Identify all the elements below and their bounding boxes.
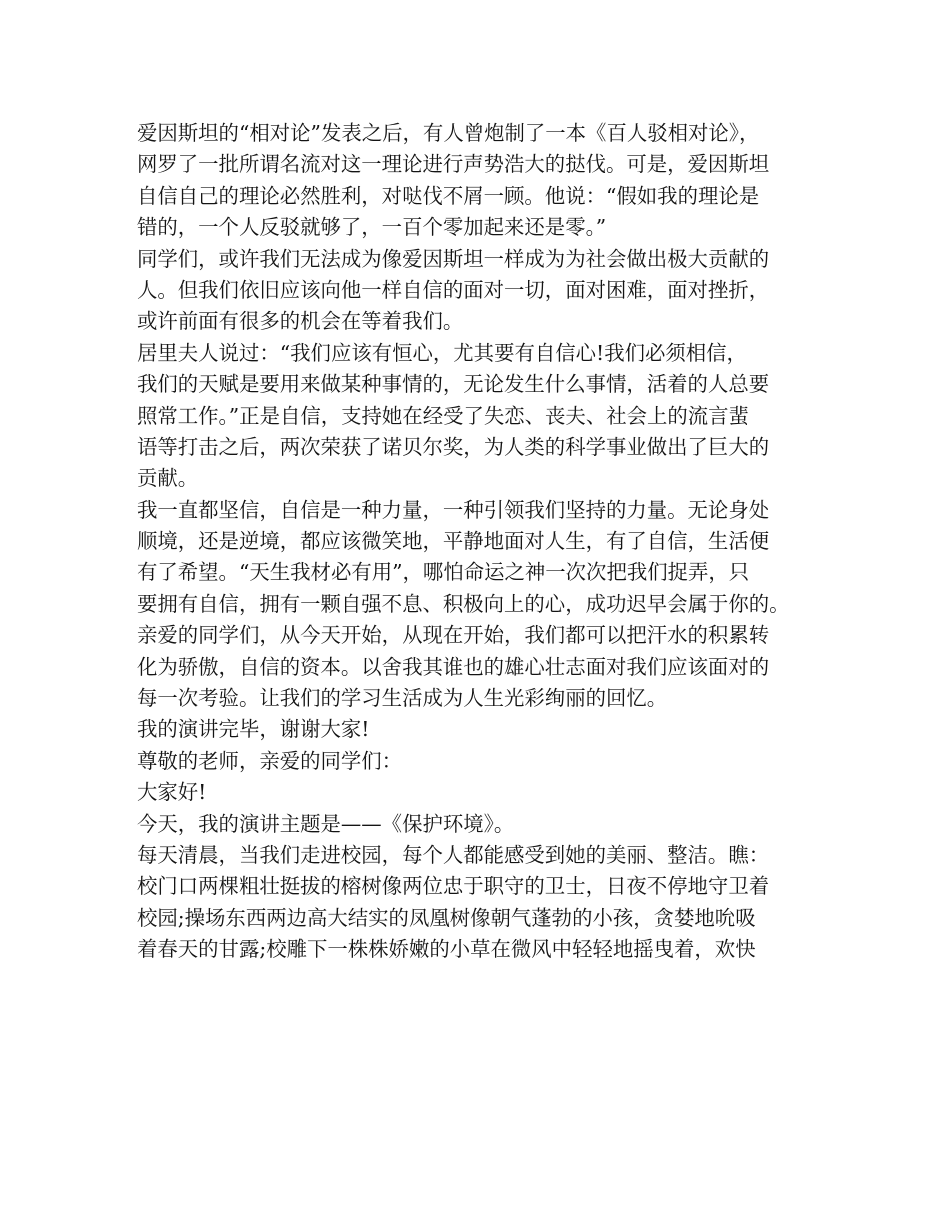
text-line: 语等打击之后，两次荣获了诺贝尔奖，为人类的科学事业做出了巨大的 [137,434,770,459]
text-line: 化为骄傲，自信的资本。以舍我其谁也的雄心壮志面对我们应该面对的 [137,654,770,679]
text-line: 每一次考验。让我们的学习生活成为人生光彩绚丽的回忆。 [137,686,668,711]
text-line: 我们的天赋是要用来做某种事情的，无论发生什么事情，活着的人总要 [137,372,770,397]
text-line: 爱因斯坦的“相对论”发表之后，有人曾炮制了一本《百人驳相对论》， [137,121,760,145]
text-line: 自信自己的理论必然胜利，对哒伐不屑一顾。他说：“假如我的理论是 [137,183,760,208]
text-line: 大家好! [137,780,207,805]
text-line: 人。但我们依旧应该向他一样自信的面对一切，面对困难，面对挫折， [137,277,770,302]
text-line: 照常工作。”正是自信，支持她在经受了失恋、丧夫、社会上的流言蜚 [137,403,749,428]
text-line: 贡献。 [137,466,199,491]
text-line: 我一直都坚信，自信是一种力量，一种引领我们坚持的力量。无论身处 [137,497,770,522]
text-line: 亲爱的同学们，从今天开始，从现在开始，我们都可以把汗水的积累转 [137,623,770,648]
text-line: 居里夫人说过：“我们应该有恒心，尤其要有自信心!我们必须相信， [137,340,747,365]
text-line: 要拥有自信，拥有一颗自强不息、积极向上的心，成功迟早会属于你的。 [137,591,790,616]
text-line: 每天清晨，当我们走进校园，每个人都能感受到她的美丽、整洁。瞧： [137,842,770,867]
text-line: 网罗了一批所谓名流对这一理论进行声势浩大的挞伐。可是，爱因斯坦 [137,152,770,177]
text-line: 同学们，或许我们无法成为像爱因斯坦一样成为为社会做出极大贡献的 [137,246,770,271]
document-body [137,118,817,966]
text-line: 校园;操场东西两边高大结实的凤凰树像朝气蓬勃的小孩，贪婪地吮吸 [137,905,756,930]
text-line: 尊敬的老师，亲爱的同学们： [137,748,403,773]
text-line: 着春天的甘露;校雕下一株株娇嫩的小草在微风中轻轻地摇曳着，欢快 [137,937,756,962]
text-line: 错的，一个人反驳就够了，一百个零加起来还是零。” [137,215,607,240]
text-line: 校门口两棵粗壮挺拔的榕树像两位忠于职守的卫士，日夜不停地守卫着 [137,874,770,899]
text-line: 有了希望。“天生我材必有用”，哪怕命运之神一次次把我们捉弄，只 [137,560,750,585]
text-line: 我的演讲完毕，谢谢大家! [137,717,370,742]
text-line: 或许前面有很多的机会在等着我们。 [137,309,464,334]
text-line: 顺境，还是逆境，都应该微笑地，平静地面对人生，有了自信，生活便 [137,529,770,554]
text-line: 今天，我的演讲主题是——《保护环境》。 [137,811,515,836]
